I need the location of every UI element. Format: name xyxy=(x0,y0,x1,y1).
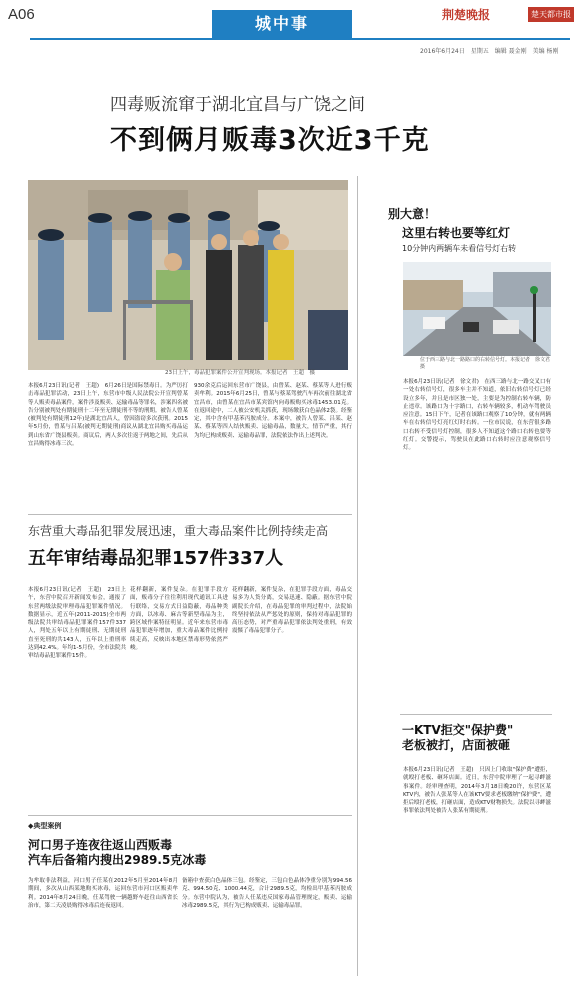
column-divider xyxy=(357,176,358,976)
right-divider xyxy=(400,714,552,715)
logo-badge: 楚天都市报 xyxy=(528,7,574,22)
case-label: ◆典型案例 xyxy=(28,822,62,830)
newspaper-logo: 荆楚晚报 xyxy=(442,8,491,22)
page-number: A06 xyxy=(8,6,35,23)
right-headline: 这里右转也要等红灯 xyxy=(402,226,511,240)
section-rule xyxy=(30,38,570,40)
second-body-col3: 花样翻新，案件复杂，在犯罪手段方面，毒品交易多为人货分离，交易迅速、隐蔽。据东营中院副院长介绍，在毒品犯罪的审判过程中，法院始终坚持依法从严惩处的原则，保持对毒品犯罪的高压态势，对严重毒品犯罪依法判处重刑，有效震慑了毒品犯罪分子。 xyxy=(232,587,352,635)
ktv-body: 本报6月23日讯(记者 王超) 只因上门收取"保护费"遭拒，就殴打老板、砸坏店面。近日，东营中院审理了一起寻衅滋事案件。经审理查明，2014年3月18日晚20许，东营区某KTV内，被告人张某等人在该KTV要求老板缴纳"保护费"，遭拒后殴打老板，打砸店面，造成KTV财物损失。法院以寻衅滋事罪依法判处被告人张某有期徒刑。 xyxy=(403,767,551,815)
second-body-col1: 本报6月23日讯(记者 王超) 23日上午，东营中院召开新闻发布会，通报了东营两级法院审理毒品犯罪案件情况。数据显示，近五年(2011-2015)全市两级法院共审结毒品犯罪案件157件337人，判处五年以上有期徒刑、无期徒刑直至死刑的共143人，五年以上重刑率达到42.4%。年均1-5月份，全市法院共审结毒品犯罪案件15件。 xyxy=(28,587,126,660)
main-kicker: 四毒贩流窜于湖北宜昌与广饶之间 xyxy=(110,95,365,115)
main-headline: 不到俩月贩毒3次近3千克 xyxy=(110,125,430,156)
case-headline: 河口男子连夜往返山西贩毒 汽车后备箱内搜出2989.5克冰毒 xyxy=(28,838,207,867)
right-subheadline: 10分钟内两辆车未看信号灯右转 xyxy=(402,244,517,253)
photo-caption: 23日上午，毒品犯罪案件公开宣判现场。本报记者 王超 摄 xyxy=(165,370,316,376)
street-photo-caption: 位于西三路与北一路路口的右转信号灯。本报记者 徐文君 摄 xyxy=(420,357,556,370)
second-body-col2: 花样翻新，案件复杂。在犯罪手段方面，贩毒分子往往利用现代通讯工具进行联络，交易方式日益隐蔽，毒品种类方面，以冰毒、麻古等新型毒品为主，跨区域作案特征明显。近年来东营市毒品犯罪逐年增加，重大毒品案件比例持续走高，反映出本地区禁毒形势依然严峻。 xyxy=(130,587,228,652)
street-photo xyxy=(403,262,551,356)
ktv-headline: 一KTV拒交"保护费" 老板被打，店面被砸 xyxy=(402,723,514,752)
main-body-col1: 本报6月23日讯(记者 王超) 6月26日是国际禁毒日。为严厉打击毒品犯罪活动，23日上午，东营市中级人民法院公开宣判曾某等人贩卖毒品案件，案件涉及贩卖、运输毒品等罪名，涉案四名被告分别被判处有期徒刑十二年至无期徒刑不等的刑期。被告人曾某(被判处有期徒刑12年)是湖北宜昌人，曾因盗窃多次获刑。2015年5月份，曾某与吕某(被判无期徒刑)商议从湖北宜昌购买毒品运到山东省广饶县贩卖。商议后，两人多次往返于两地之间，先后从宜昌购得冰毒三次。 xyxy=(28,383,188,448)
courtroom-photo xyxy=(28,180,348,370)
main-body-col2: 930余克后运回东营市广饶县，由曾某、赵某、蔡某等人进行贩卖牟利。2015年6月25日，曾某与蔡某驾驶汽车再次前往湖北省宜昌市，由曾某在宜昌市某宾馆内向毒贩购买冰毒1453.01克。在返回途中，二人被公安机关抓获，现场缴获白色晶体2袋。经鉴定，其中含有甲基苯丙胺成分。本案中，被告人曾某、吕某、赵某、蔡某等四人结伙贩卖、运输毒品，数量大，情节严重，其行为均已构成贩卖、运输毒品罪，法院依法作出上述判决。 xyxy=(194,383,352,439)
second-headline: 五年审结毒品犯罪157件337人 xyxy=(28,548,284,569)
right-top-body: 本报6月23日讯(记者 徐文君) 在西三路与北一路交叉口有一处右转信号灯，很多车主并不知道，依旧右转信号灯已经设立多年，并且是市区独一处，主要是为控制右转车辆，防止违章。该路口为十字路口，右转车辆较多，机动车驾驶员应注意。15日下午，记者在该路口观察了10分钟，就有两辆车在右转信号灯亮红灯时右转。一位市民说，在东营很多路口右转不受信号灯控制，很多人不知道这个路口右转也要等红灯。交警提示，驾驶员在此路口右转时应注意观察信号灯。 xyxy=(403,379,551,452)
date-editor-line: 2016年6月24日 星期五 编辑 聂金刚 美编 杨刚 xyxy=(420,48,559,55)
story-divider xyxy=(28,514,352,515)
case-body-col2: 备箱中查获白色晶体三包。经鉴定，三包白色晶体净重分别为994.56克、994.50克、1000.44克，合计2989.5克，均检出甲基苯丙胺成分。东营中院认为，被告人任某违反国家毒品管理规定，贩卖、运输冰毒2989.5克，其行为已构成贩卖、运输毒品罪。 xyxy=(182,878,352,909)
section-title: 城中事 xyxy=(212,10,352,38)
case-divider xyxy=(28,815,352,816)
case-label-text: 典型案例 xyxy=(33,822,62,830)
case-body-col1: 为牟取非法利益，河口男子任某在2012年5月至2014年8月期间，多次从山西某地购买冰毒，运回东营市河口区贩卖牟利。2014年8月24日晚，任某驾驶一辆越野车赶往山西省长治市，第二天凌晨购得冰毒后连夜返回。 xyxy=(28,878,178,909)
second-kicker: 东营重大毒品犯罪发展迅速，重大毒品案件比例持续走高 xyxy=(28,524,329,538)
right-kicker: 别大意！ xyxy=(388,207,437,221)
